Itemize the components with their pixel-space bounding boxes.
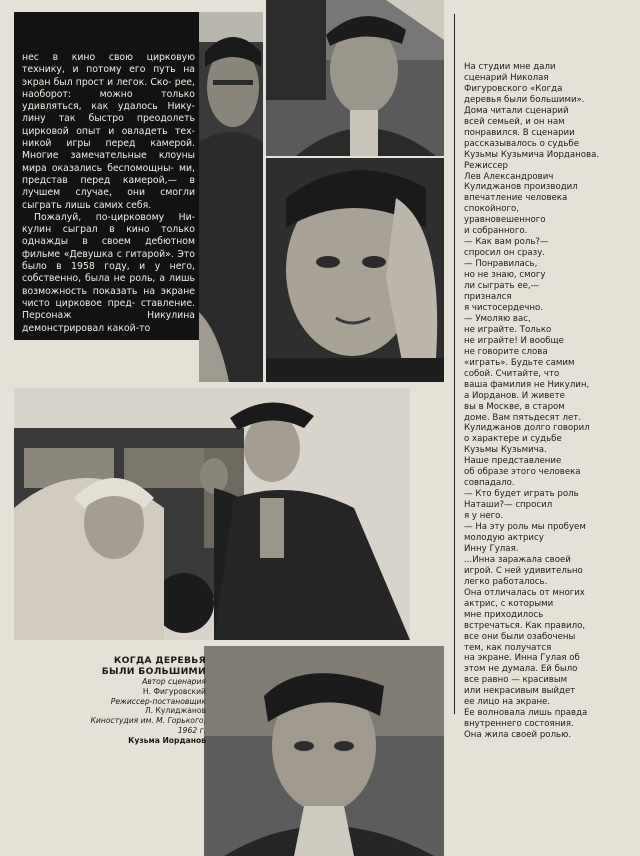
side-text-line: все равно — красивым: [464, 675, 568, 686]
side-text-line: деревья были большими».: [464, 94, 585, 105]
side-text-line: актрис, с которыми: [464, 598, 554, 609]
side-text-column: [464, 62, 634, 741]
text-line: в лучшем случае, они смогли: [22, 174, 195, 199]
side-text-line: Ее волновала лишь правда: [464, 708, 588, 719]
text-line: мира оказались беспомощны-: [22, 162, 174, 174]
photo-actor-cap: [266, 0, 444, 156]
text-line: кулин сыграл в кино только: [22, 224, 195, 236]
side-text-line: — Умоляю вас,: [464, 313, 531, 324]
text-line: Многие замечательные клоуны: [22, 150, 195, 162]
side-text-line: я чистосердечно.: [464, 302, 543, 313]
side-text-line: или некрасивым выйдет: [464, 686, 576, 697]
text-line: Это было в 1958 году, и у него,: [22, 248, 195, 273]
text-line: собственно, была не роль, а: [22, 273, 166, 285]
side-text-line: молодую актрису: [464, 532, 544, 543]
film-credits: [76, 655, 206, 746]
side-text-line: не играйте. Только: [464, 324, 552, 335]
side-text-line: легко работалось.: [464, 576, 548, 587]
text-line: рее, наоборот: можно только: [22, 76, 195, 100]
text-line: удивляться, как удалось Нику-: [22, 101, 195, 113]
photo-actor-closeup-1: [199, 12, 263, 382]
credit-name-1: Н. Фигуровский: [142, 686, 206, 696]
text-line: сыграть лишь самих себя.: [22, 199, 152, 211]
photo-actor-hand-face: [266, 158, 444, 382]
side-text-line: тем, как получатся: [464, 642, 552, 653]
credit-year: 1962 г.: [177, 725, 206, 735]
paragraph-2: [22, 212, 195, 335]
side-text-line: Инну Гулая.: [464, 543, 519, 554]
side-text-line: встречаться. Как правило,: [464, 620, 586, 631]
side-text-line: я у него.: [464, 511, 504, 522]
side-text-line: уравновешенного: [464, 215, 546, 226]
side-text-line: мне приходилось: [464, 609, 544, 620]
side-text-line: — Как вам роль?—: [464, 237, 549, 248]
side-text-line: впечатление человека: [464, 193, 568, 204]
column-divider: [454, 14, 455, 714]
text-line: цирковой опыт и овладеть тех-: [22, 125, 195, 137]
side-text-line: на экране. Инна Гулая об: [464, 653, 580, 664]
side-text-line: — Понравилась,: [464, 259, 538, 270]
side-text-line: совпадало.: [464, 478, 515, 489]
side-text-line: Она жила своей ролью.: [464, 730, 572, 741]
text-line: фильме «Девушка с гитарой».: [22, 248, 174, 260]
side-text-line: На студии мне дали: [464, 62, 556, 72]
side-text-line: ваша фамилия не Никулин,: [464, 379, 590, 390]
side-text-line: не играйте! И вообще: [464, 335, 564, 346]
side-text-line: игрой. С ней удивительно: [464, 565, 583, 576]
text-line: Пожалуй, по-цирковому Ни-: [34, 211, 195, 223]
side-text-line: об образе этого человека: [464, 467, 581, 478]
film-title-line-2: БЫЛИ БОЛЬШИМИ: [101, 666, 206, 677]
side-text-line: Фигуровского «Когда: [464, 83, 563, 94]
paragraph-1: [22, 52, 195, 212]
side-text-line: «играть». Будьте самим: [464, 357, 575, 368]
side-text-line: не говорите слова: [464, 346, 548, 357]
side-text-line: этом не думала. Ей было: [464, 664, 578, 675]
credit-studio: Киностудия им. М. Горького,: [90, 716, 206, 726]
credit-role-1: Автор сценария: [142, 677, 206, 686]
side-text-line: все они были озабочены: [464, 631, 576, 642]
side-text-line: собой. Считайте, что: [464, 368, 560, 379]
side-text-line: но не знаю, смогу: [464, 270, 546, 281]
text-line: никой игры перед камерой.: [22, 138, 195, 150]
side-text-line: внутреннего состояния.: [464, 719, 574, 730]
side-text-line: — На эту роль мы пробуем: [464, 522, 586, 533]
credit-character: Кузьма Иорданов: [128, 735, 206, 745]
text-line: демонстрировал какой-то: [22, 322, 151, 334]
credit-role-2: Режиссер-постановщик: [110, 696, 206, 706]
main-text-block: [14, 12, 199, 340]
text-line: лишь возможность показать на: [22, 273, 195, 297]
text-line: однажды в своем дебютном: [22, 236, 195, 248]
side-text-line: ...Инна заражала своей: [464, 554, 571, 565]
photo-scene-truck-girl: [14, 388, 410, 640]
text-line: ми, представ перед камерой,—: [22, 162, 195, 186]
side-text-line: спокойного,: [464, 204, 520, 215]
side-text-line: Дома читали сценарий: [464, 105, 569, 116]
side-text-line: Лев Александрович: [464, 171, 554, 182]
side-text-line: ли сыграть ее,—: [464, 281, 540, 292]
text-line: технику, и потому его путь на: [22, 64, 195, 76]
side-text-line: сценарий Николая: [464, 72, 549, 83]
side-text-line: а Иорданов. И живете: [464, 390, 565, 401]
film-title-line-1: КОГДА ДЕРЕВЬЯ: [113, 655, 206, 666]
side-text-line: вы в Москве, в старом: [464, 401, 565, 412]
text-line: нес в кино свою цирковую: [22, 52, 195, 63]
side-text-line: доме. Вам пятьдесят лет.: [464, 412, 582, 423]
side-text-line: Кузьмы Кузьмича.: [464, 445, 547, 456]
text-line: экране чисто цирковое пред-: [22, 285, 195, 309]
side-text-line: о характере и судьбе: [464, 434, 562, 445]
text-line: экран был прост и легок. Ско-: [22, 76, 172, 88]
side-text-line: признался: [464, 292, 512, 303]
side-text-line: Режиссер: [464, 160, 508, 171]
side-text-line: спросил он сразу.: [464, 248, 546, 259]
text-line: ставление. Персонаж Никулина: [22, 297, 195, 322]
side-text-line: Наше представление: [464, 456, 562, 467]
side-text-line: — Кто будет играть роль: [464, 489, 579, 500]
side-text-line: Кузьмы Кузьмича Иорданова.: [464, 149, 600, 160]
side-text-line: и собранного.: [464, 226, 528, 237]
side-text-line: Кулиджанов долго говорил: [464, 423, 590, 434]
side-text-line: понравился. В сценарии: [464, 127, 575, 138]
photo-actor-portrait-bottom: [204, 646, 444, 856]
side-text-line: всей семьей, и он нам: [464, 116, 565, 127]
side-text-line: рассказывалось о судьбе: [464, 138, 579, 149]
side-text-line: Она отличалась от многих: [464, 587, 585, 598]
side-text-line: ее лицо на экране.: [464, 697, 551, 708]
text-line: лину так быстро преодолеть: [22, 113, 195, 125]
credit-name-2: Л. Кулиджанов: [144, 706, 206, 716]
side-text-line: Кулиджанов производил: [464, 182, 578, 193]
side-text-line: Наташи?— спросил: [464, 500, 553, 511]
